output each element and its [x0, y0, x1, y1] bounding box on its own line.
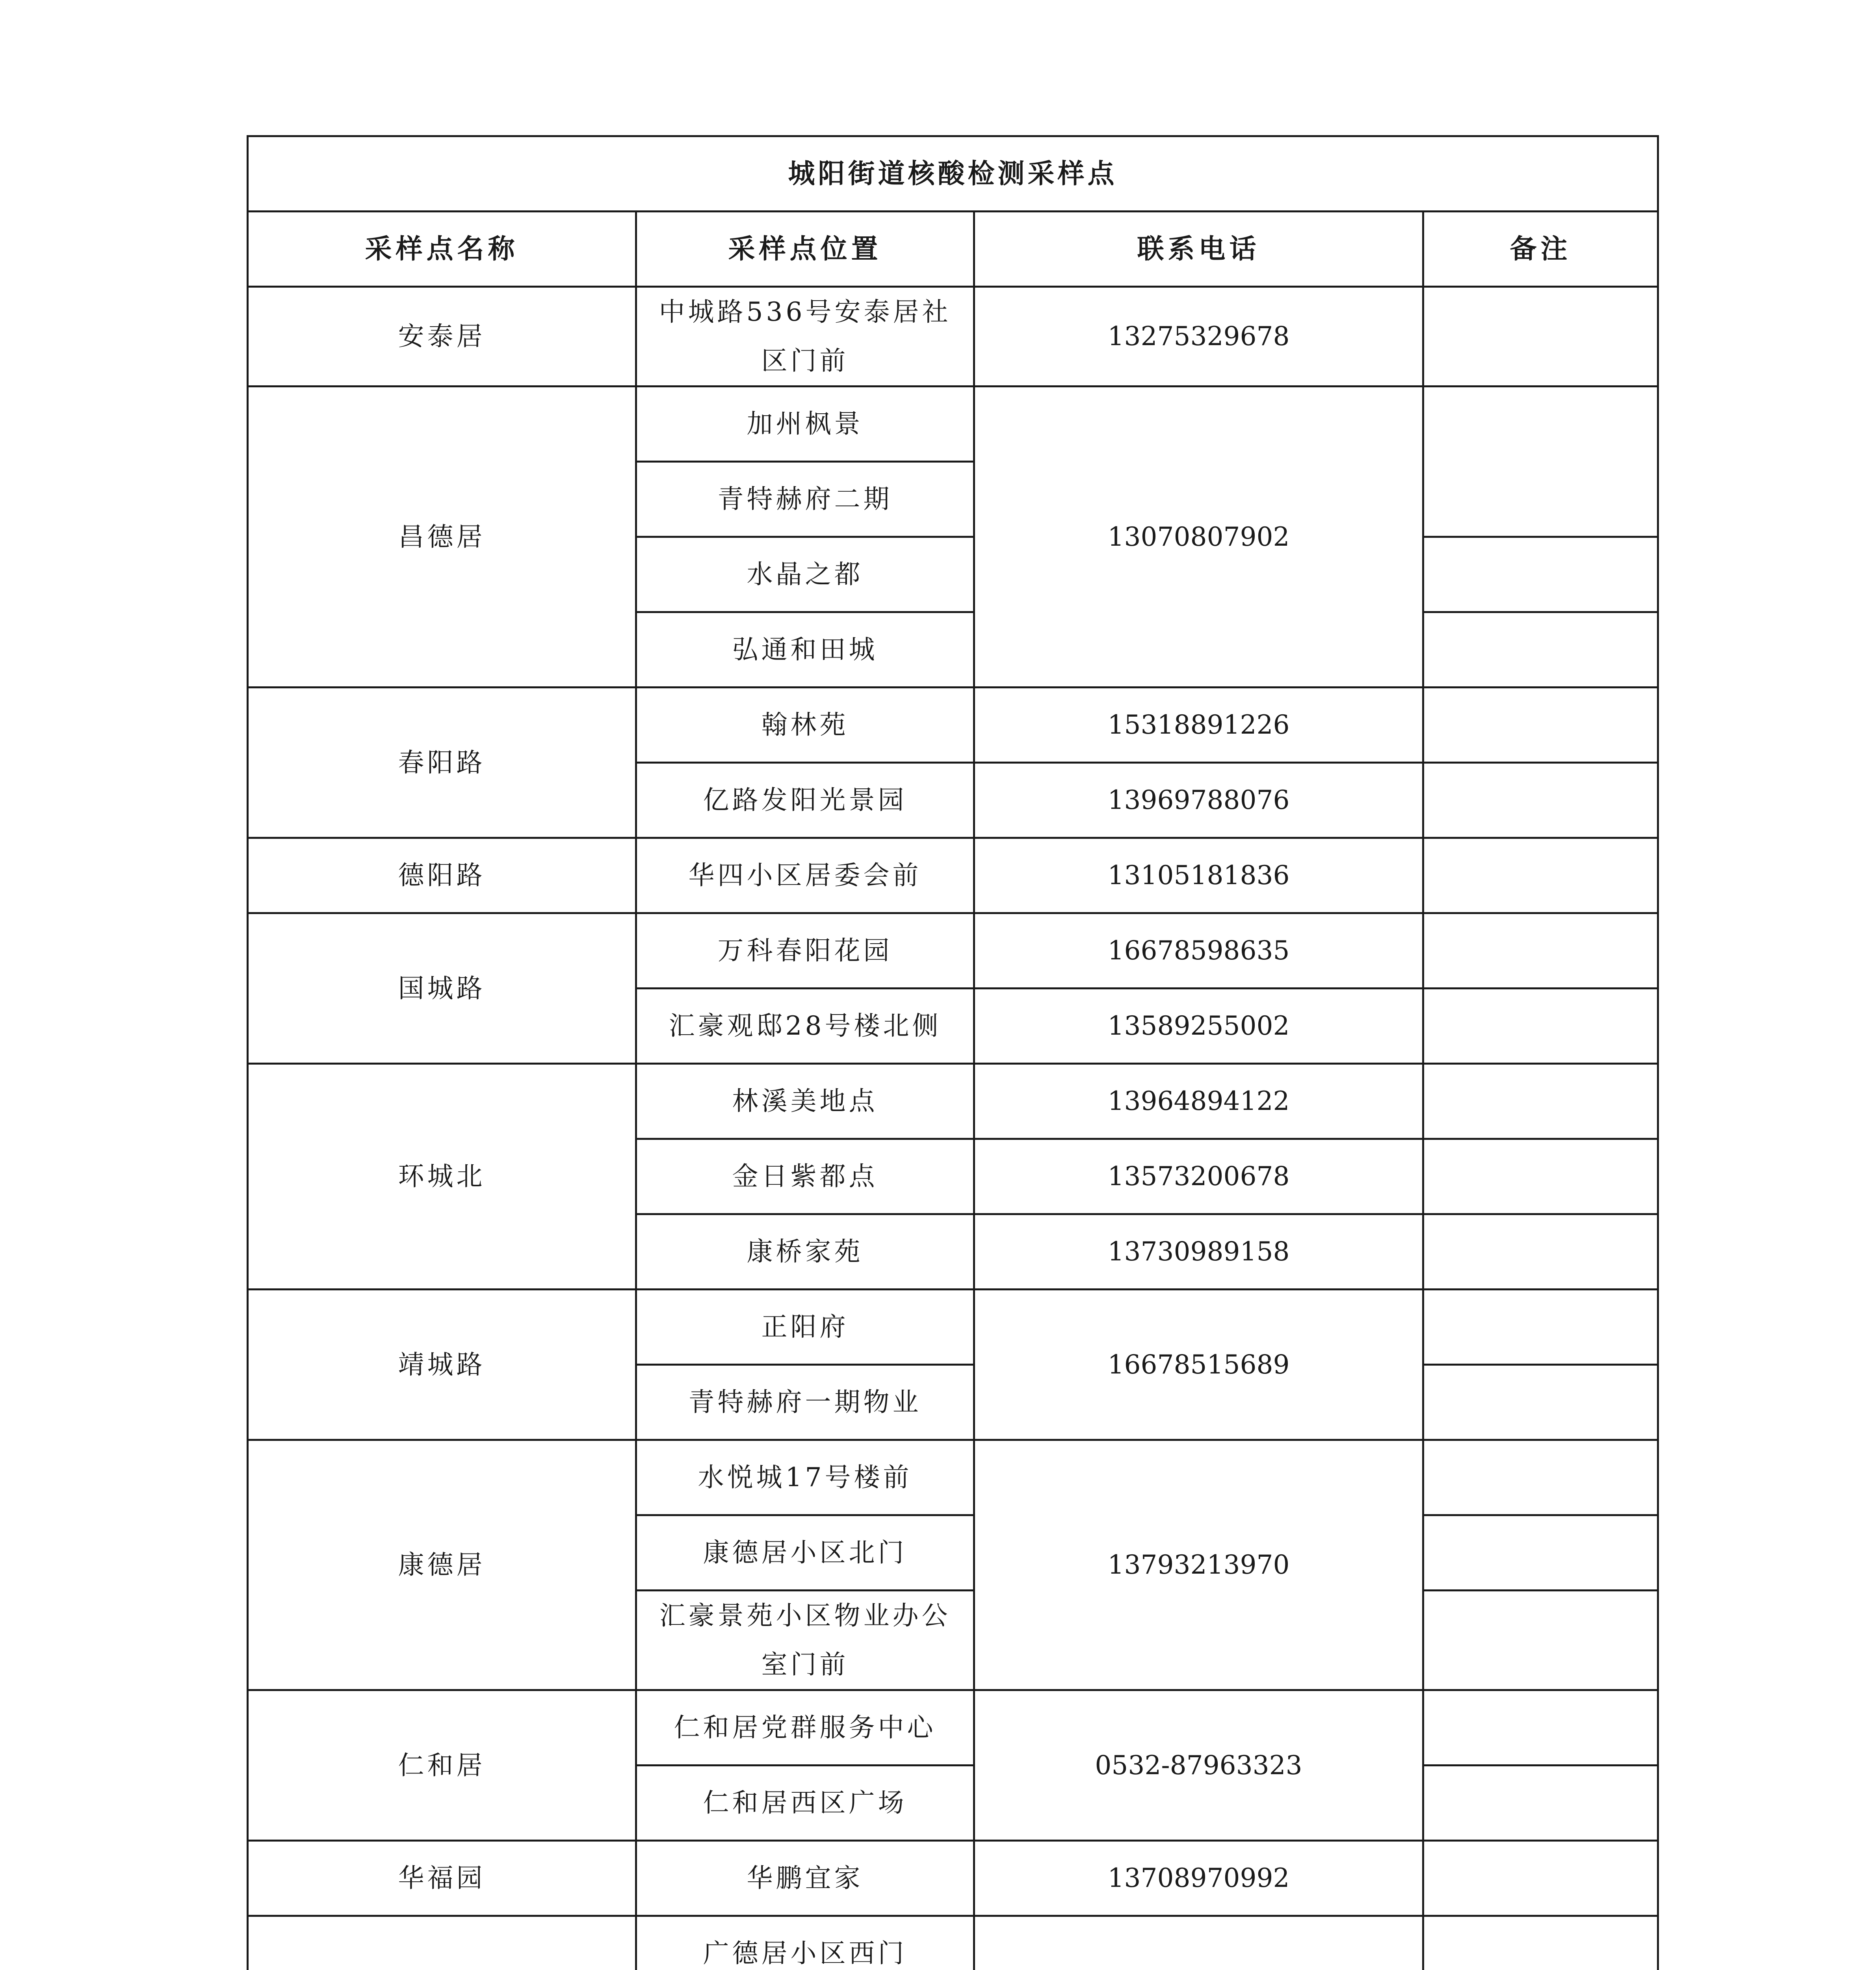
table-row	[248, 688, 1658, 763]
header-row	[248, 212, 1658, 287]
site-note	[1423, 1841, 1658, 1916]
site-name: 靖城路	[248, 1290, 636, 1440]
table-row	[248, 287, 1658, 387]
site-location: 弘通和田城	[636, 612, 974, 688]
table-row	[248, 1290, 1658, 1365]
site-location: 正阳府	[636, 1290, 974, 1365]
site-phone: 13793213970	[974, 1440, 1423, 1690]
site-note	[1423, 387, 1658, 537]
site-location: 青特赫府一期物业	[636, 1365, 974, 1440]
title-row	[248, 136, 1658, 212]
site-note	[1423, 1064, 1658, 1139]
site-location: 仁和居党群服务中心	[636, 1690, 974, 1766]
site-note	[1423, 1916, 1658, 1970]
site-phone: 13105181836	[974, 838, 1423, 913]
site-location: 汇豪景苑小区物业办公室门前	[636, 1591, 974, 1690]
site-note	[1423, 1515, 1658, 1591]
site-name: 春阳路	[248, 688, 636, 838]
table-row	[248, 1841, 1658, 1916]
site-note	[1423, 913, 1658, 989]
site-phone: 13589255002	[974, 989, 1423, 1064]
site-location: 金日紫都点	[636, 1139, 974, 1214]
table-row	[248, 1916, 1658, 1970]
site-location: 康桥家苑	[636, 1214, 974, 1290]
site-location: 亿路发阳光景园	[636, 763, 974, 838]
header-note: 备注	[1423, 212, 1658, 287]
site-note	[1423, 763, 1658, 838]
site-location: 林溪美地点	[636, 1064, 974, 1139]
site-phone: 13730989158	[974, 1214, 1423, 1290]
site-location: 青特赫府二期	[636, 462, 974, 537]
site-location: 中城路536号安泰居社区门前	[636, 287, 974, 387]
table-row	[248, 1690, 1658, 1766]
site-location: 水悦城17号楼前	[636, 1440, 974, 1515]
table-row	[248, 1440, 1658, 1515]
site-note	[1423, 1591, 1658, 1690]
site-phone: 0532-87963323	[974, 1690, 1423, 1841]
table-row	[248, 838, 1658, 913]
site-note	[1423, 838, 1658, 913]
header-location: 采样点位置	[636, 212, 974, 287]
site-phone: 13964894122	[974, 1064, 1423, 1139]
site-phone: 13708970992	[974, 1841, 1423, 1916]
site-name: 华福园	[248, 1841, 636, 1916]
table-title: 城阳街道核酸检测采样点	[248, 136, 1658, 212]
site-name: 国城路	[248, 913, 636, 1064]
site-note	[1423, 688, 1658, 763]
site-name: 安泰居	[248, 287, 636, 387]
site-location: 万科春阳花园	[636, 913, 974, 989]
site-phone	[974, 1916, 1423, 1970]
site-name: 康德居	[248, 1440, 636, 1690]
site-note	[1423, 1440, 1658, 1515]
site-phone: 16678515689	[974, 1290, 1423, 1440]
site-location: 康德居小区北门	[636, 1515, 974, 1591]
table-row	[248, 1064, 1658, 1139]
site-note	[1423, 989, 1658, 1064]
site-location: 华鹏宜家	[636, 1841, 974, 1916]
site-name: 昌德居	[248, 387, 636, 688]
site-note	[1423, 1139, 1658, 1214]
site-phone: 15318891226	[974, 688, 1423, 763]
site-phone: 13969788076	[974, 763, 1423, 838]
header-phone: 联系电话	[974, 212, 1423, 287]
site-location: 仁和居西区广场	[636, 1766, 974, 1841]
site-note	[1423, 1290, 1658, 1365]
table-row	[248, 913, 1658, 989]
site-note	[1423, 287, 1658, 387]
site-location: 翰林苑	[636, 688, 974, 763]
site-phone: 13573200678	[974, 1139, 1423, 1214]
site-note	[1423, 1365, 1658, 1440]
sampling-points-table	[247, 135, 1659, 1970]
site-name: 环城北	[248, 1064, 636, 1290]
header-name: 采样点名称	[248, 212, 636, 287]
site-phone: 13275329678	[974, 287, 1423, 387]
site-location: 汇豪观邸28号楼北侧	[636, 989, 974, 1064]
site-location: 水晶之都	[636, 537, 974, 612]
site-name: 仁和居	[248, 1690, 636, 1841]
table-row	[248, 387, 1658, 462]
site-location: 加州枫景	[636, 387, 974, 462]
site-location: 华四小区居委会前	[636, 838, 974, 913]
site-note	[1423, 1766, 1658, 1841]
site-phone: 13070807902	[974, 387, 1423, 688]
site-note	[1423, 1690, 1658, 1766]
site-note	[1423, 1214, 1658, 1290]
site-location: 广德居小区西门	[636, 1916, 974, 1970]
site-note	[1423, 612, 1658, 688]
site-name: 德阳路	[248, 838, 636, 913]
site-name	[248, 1916, 636, 1970]
site-phone: 16678598635	[974, 913, 1423, 989]
site-note	[1423, 537, 1658, 612]
